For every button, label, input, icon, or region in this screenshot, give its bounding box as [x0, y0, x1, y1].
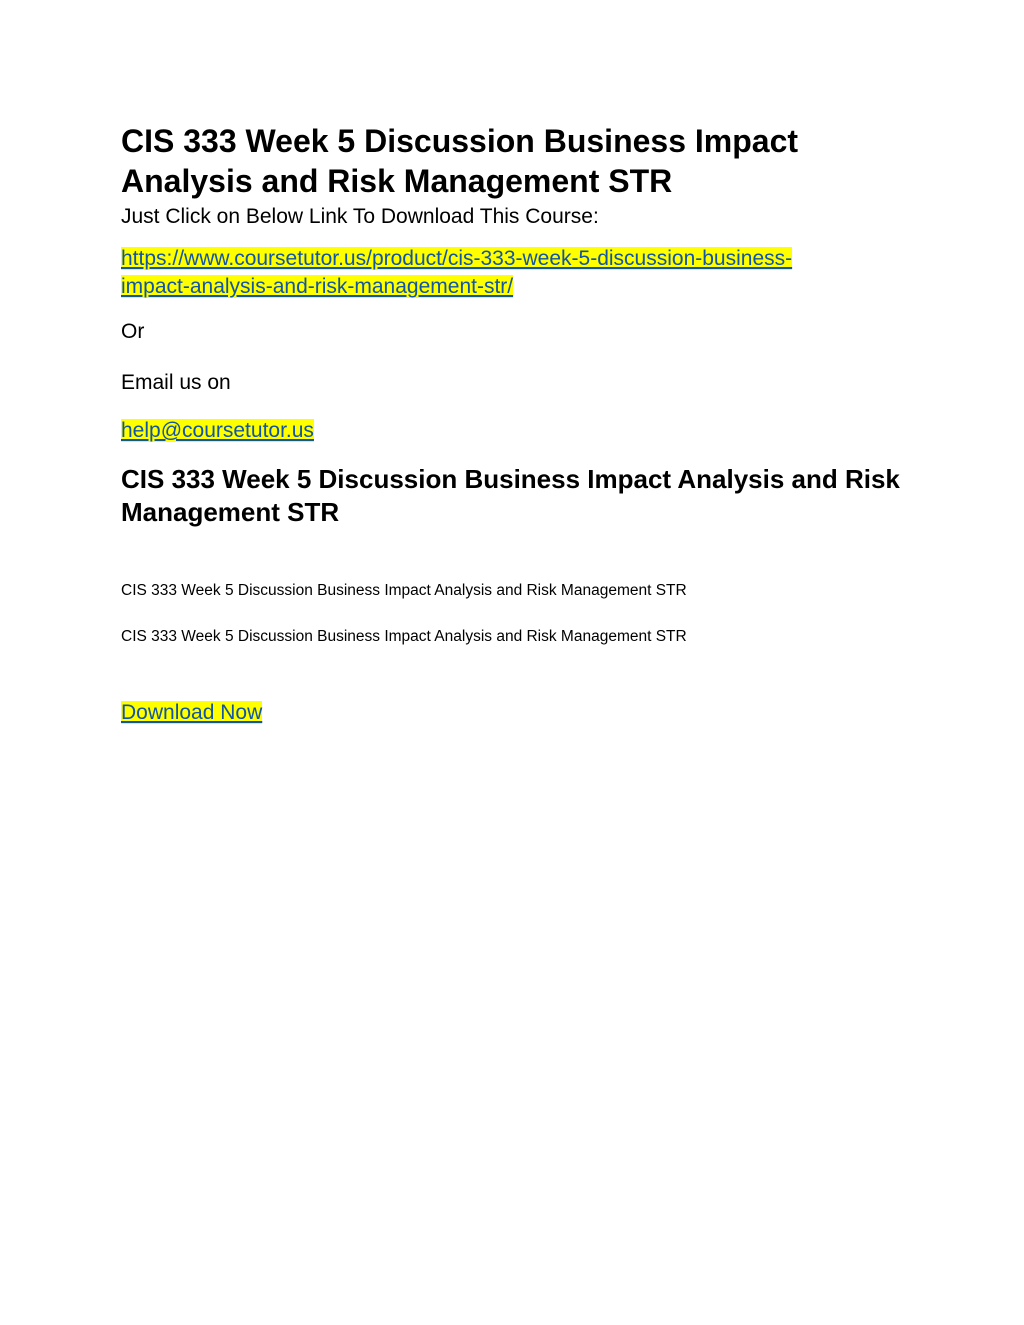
course-link-line-1: https://www.coursetutor.us/product/cis-333-week-5-discussion-business-: [121, 247, 793, 270]
document-page: [121, 121, 901, 727]
download-block: [121, 699, 901, 727]
body-paragraph-2: CIS 333 Week 5 Discussion Business Impact Analysis and Risk Management STR: [121, 628, 687, 645]
course-link-block: [121, 245, 901, 301]
section-heading: CIS 333 Week 5 Discussion Business Impact Analysis and Risk Management STR: [121, 464, 900, 527]
download-instruction: Just Click on Below Link To Download This Course:: [121, 205, 599, 228]
body-paragraph-1: CIS 333 Week 5 Discussion Business Impact Analysis and Risk Management STR: [121, 582, 687, 599]
document-title: CIS 333 Week 5 Discussion Business Impact Analysis and Risk Management STR: [121, 123, 799, 199]
course-link-line-2: impact-analysis-and-risk-management-str/: [121, 275, 514, 298]
email-link[interactable]: help@coursetutor.us: [121, 419, 314, 442]
email-label: Email us on: [121, 371, 231, 394]
course-link[interactable]: [121, 247, 792, 298]
download-now-link[interactable]: Download Now: [121, 701, 263, 724]
or-text: Or: [121, 320, 145, 343]
email-link-block: [121, 417, 901, 445]
